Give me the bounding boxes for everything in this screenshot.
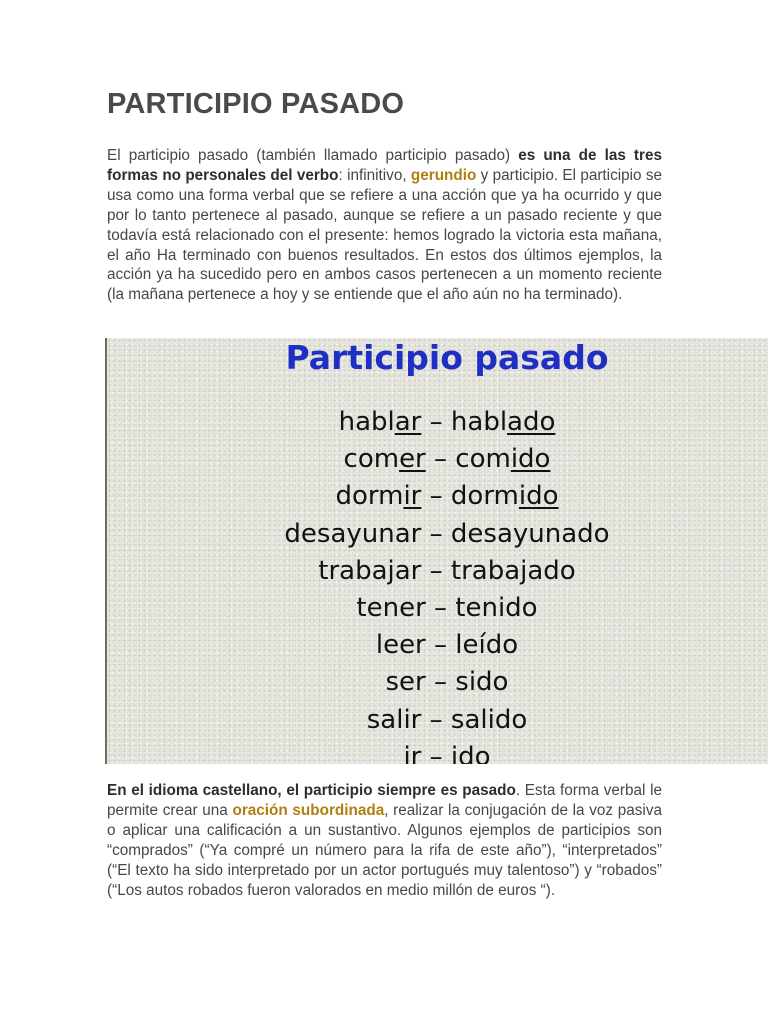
intro-text-2: : infinitivo, <box>338 166 411 184</box>
verb-row-comer: comer – comido <box>343 444 551 475</box>
page-title: PARTICIPIO PASADO <box>107 88 405 120</box>
intro-text-3: y participio. El participio se usa como una forma verbal que se refiere a una acción que ya ha ocurrido y que por lo tanto pertenece al pasado, aunque se refiere a un pasado reciente y que todavía está relacionado con el presente: hemos logrado la victoria esta mañana, el año Ha terminado con buenos resultados. En estos dos últimos ejemplos, la acción ya ha sucedido pero en ambos casos pertenecen a un momento reciente (la mañana pertenece a hoy y se entiende que el año aún no ha terminado). <box>107 166 663 304</box>
verb-row-ir: ir – ido <box>403 741 491 764</box>
body2-bold-text: En el idioma castellano, el participio siempre es pasado <box>107 782 516 799</box>
gerundio-link[interactable]: gerundio <box>410 166 477 184</box>
verb-row-dormir: dormir – dormido <box>335 481 559 512</box>
intro-bold-text: es una de las tres formas no personales del verbo <box>107 147 662 184</box>
verb-row-tener: tener – tenido <box>356 592 538 623</box>
verb-row-salir: salir – salido <box>366 704 528 735</box>
verb-row-hablar: hablar – hablado <box>338 407 556 437</box>
intro-paragraph <box>107 146 662 305</box>
verb-row-desayunar: desayunar – desayunado <box>284 518 610 549</box>
verb-list <box>107 404 768 764</box>
verb-row-ser: ser – sido <box>385 667 509 698</box>
castellano-paragraph <box>107 781 662 900</box>
participle-figure <box>105 338 768 764</box>
oracion-subordinada-link[interactable]: oración subordinada <box>232 801 385 819</box>
figure-title: Participio pasado <box>285 338 609 377</box>
verb-row-leer: leer – leído <box>375 630 519 661</box>
body2-text-2: , realizar la conjugación de la voz pasiva o aplicar una calificación a un sustantivo. Algunos ejemplos de participios son “comprados” (“Ya compré un número para la rifa de este año”), “interpretados” (“El texto ha sido interpretado por un actor portugués muy talentoso”) y “robados” (“Los autos robados fueron valorados en medio millón de euros “). <box>107 801 662 899</box>
body2-text-1: . Esta forma verbal le permite crear una <box>107 782 662 819</box>
intro-text-1: El participio pasado (también llamado participio pasado) <box>107 147 519 164</box>
verb-row-trabajar: trabajar – trabajado <box>318 555 576 586</box>
